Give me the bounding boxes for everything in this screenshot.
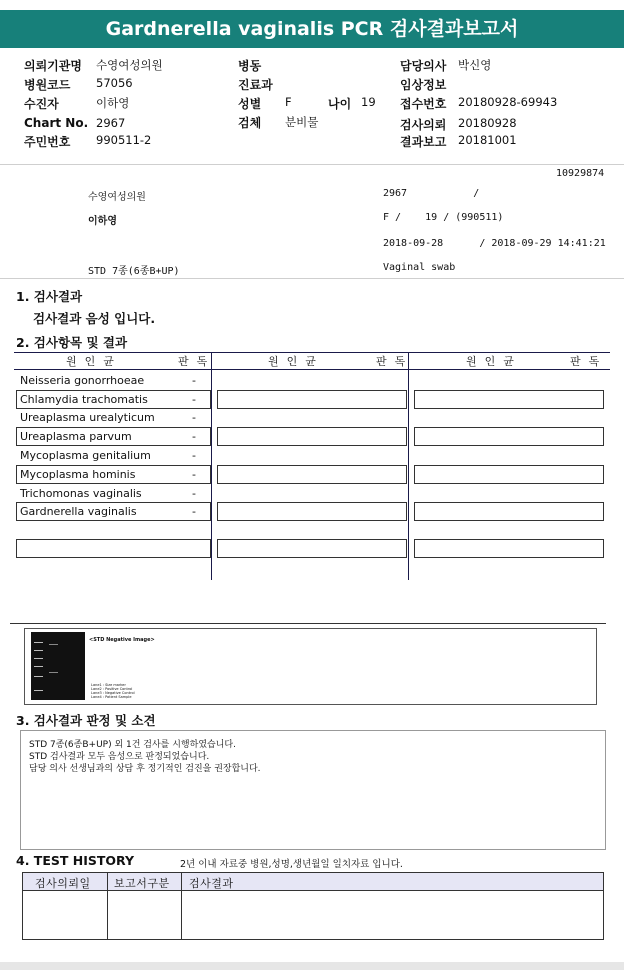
col2-box (217, 427, 407, 446)
organism-result: - (192, 374, 196, 387)
header-info (0, 0, 624, 150)
header-divider (0, 164, 624, 165)
opinion-line-1: STD 7종(6종B+UP) 외 1건 검사를 시행하였습니다. (29, 740, 236, 750)
col2-box (217, 502, 407, 521)
dept-label: 진료과 (238, 78, 273, 92)
summary-patient: 이하영 (88, 216, 117, 227)
summary-dates: 2018-09-28 / 2018-09-29 14:41:21 (383, 238, 606, 249)
specimen-label: 검체 (238, 116, 262, 130)
chart-no-label: Chart No. (24, 116, 89, 130)
organism-name: Chlamydia trachomatis (20, 393, 148, 406)
organism-name: Neisseria gonorrhoeae (20, 374, 145, 387)
organism-result: - (192, 430, 196, 443)
request-value: 20180928 (458, 116, 517, 130)
col3-box (414, 427, 604, 446)
organism-name: Trichomonas vaginalis (20, 487, 142, 500)
col3-box (414, 502, 604, 521)
patient-value: 이하영 (96, 96, 130, 110)
institution-label: 의뢰기관명 (24, 59, 82, 73)
row-box-extra (16, 539, 211, 558)
gel-legend-3: Lane3 : Negative Control (91, 691, 135, 695)
page-footer (0, 962, 624, 970)
receipt-value: 20180928-69943 (458, 95, 558, 109)
age-value: 19 (361, 95, 376, 109)
clinical-label: 임상정보 (400, 78, 447, 92)
summary-chart: 2967 / (383, 188, 480, 199)
summary-sex-age: F / 19 / (990511) (383, 212, 504, 223)
hospital-code-value: 57056 (96, 76, 133, 90)
gel-legend-4: Lane4 : Patient Sample (91, 695, 132, 699)
organism-result: - (192, 468, 196, 481)
col-result-1: 판독 (178, 355, 216, 368)
sex-label: 성별 (238, 97, 262, 111)
opinion-line-2: STD 검사결과 모두 음성으로 판정되었습니다. (29, 752, 210, 762)
doctor-label: 담당의사 (400, 59, 447, 73)
history-col-date: 검사의뢰일 (35, 877, 91, 890)
col-result-3: 판독 (570, 355, 608, 368)
gel-image-panel (24, 628, 597, 705)
col2-box (217, 390, 407, 409)
institution-value: 수영여성의원 (96, 58, 163, 72)
gel-legend-1: Lane1 : Size marker (91, 683, 126, 687)
request-label: 검사의뢰 (400, 118, 447, 132)
history-table (22, 872, 604, 940)
organism-name: Mycoplasma genitalium (20, 449, 151, 462)
history-table-header (23, 873, 603, 891)
summary-sample: Vaginal swab (383, 262, 456, 273)
resident-no-value: 990511-2 (96, 133, 152, 147)
summary-test-name: STD 7종(6종B+UP) (88, 266, 180, 277)
resident-no-label: 주민번호 (24, 135, 71, 149)
col2-box (217, 539, 407, 558)
doctor-value: 박신영 (458, 58, 492, 72)
specimen-value: 분비물 (285, 115, 319, 129)
report-value: 20181001 (458, 133, 517, 147)
col3-box (414, 465, 604, 484)
history-note: 2년 이내 자료중 병원,성명,생년월일 일치자료 입니다. (180, 859, 403, 870)
receipt-label: 접수번호 (400, 97, 447, 111)
col-organism-1: 원인균 (66, 355, 122, 368)
ward-label: 병동 (238, 59, 262, 73)
col2-box (217, 465, 407, 484)
section1-result: 검사결과 음성 입니다. (33, 311, 156, 326)
report-label: 결과보고 (400, 135, 447, 149)
history-divider-2 (181, 873, 182, 939)
section3-title: 3. 검사결과 판정 및 소견 (16, 713, 156, 728)
organism-name: Ureaplasma urealyticum (20, 411, 155, 424)
table-divider-1 (211, 352, 212, 580)
col3-box (414, 539, 604, 558)
patient-label: 수진자 (24, 97, 59, 111)
organism-name: Mycoplasma hominis (20, 468, 136, 481)
section1-title: 1. 검사결과 (16, 289, 83, 304)
organism-result: - (192, 505, 196, 518)
table-divider-2 (408, 352, 409, 580)
summary-institution: 수영여성의원 (88, 192, 146, 203)
sex-value: F (285, 95, 292, 109)
organism-result: - (192, 487, 196, 500)
gel-image-title: <STD Negative Image> (89, 637, 155, 643)
summary-divider (0, 278, 624, 279)
organism-result: - (192, 411, 196, 424)
organism-result: - (192, 449, 196, 462)
organism-result: - (192, 393, 196, 406)
section4-title: 4. TEST HISTORY (16, 853, 135, 868)
col-organism-3: 원인균 (466, 355, 522, 368)
gel-legend-2: Lane2 : Positive Control (91, 687, 133, 691)
opinion-box (20, 730, 606, 850)
col-organism-2: 원인균 (268, 355, 324, 368)
chart-no-value: 2967 (96, 116, 126, 130)
report-title: Gardnerella vaginalis PCR 검사결과보고서 (0, 10, 624, 48)
opinion-line-3: 담당 의사 선생님과의 상담 후 정기적인 검진을 권장합니다. (29, 764, 261, 774)
gel-image (31, 632, 85, 700)
history-col-result: 검사결과 (189, 877, 234, 890)
age-label: 나이 (328, 97, 352, 111)
organism-name: Ureaplasma parvum (20, 430, 132, 443)
image-top-divider (10, 623, 606, 624)
history-col-type: 보고서구분 (114, 877, 170, 890)
section2-title: 2. 검사항목 및 결과 (16, 335, 128, 350)
history-divider-1 (107, 873, 108, 939)
organism-name: Gardnerella vaginalis (20, 505, 137, 518)
hospital-code-label: 병원코드 (24, 78, 71, 92)
col-result-2: 판독 (376, 355, 414, 368)
col3-box (414, 390, 604, 409)
summary-code: 10929874 (556, 168, 605, 179)
